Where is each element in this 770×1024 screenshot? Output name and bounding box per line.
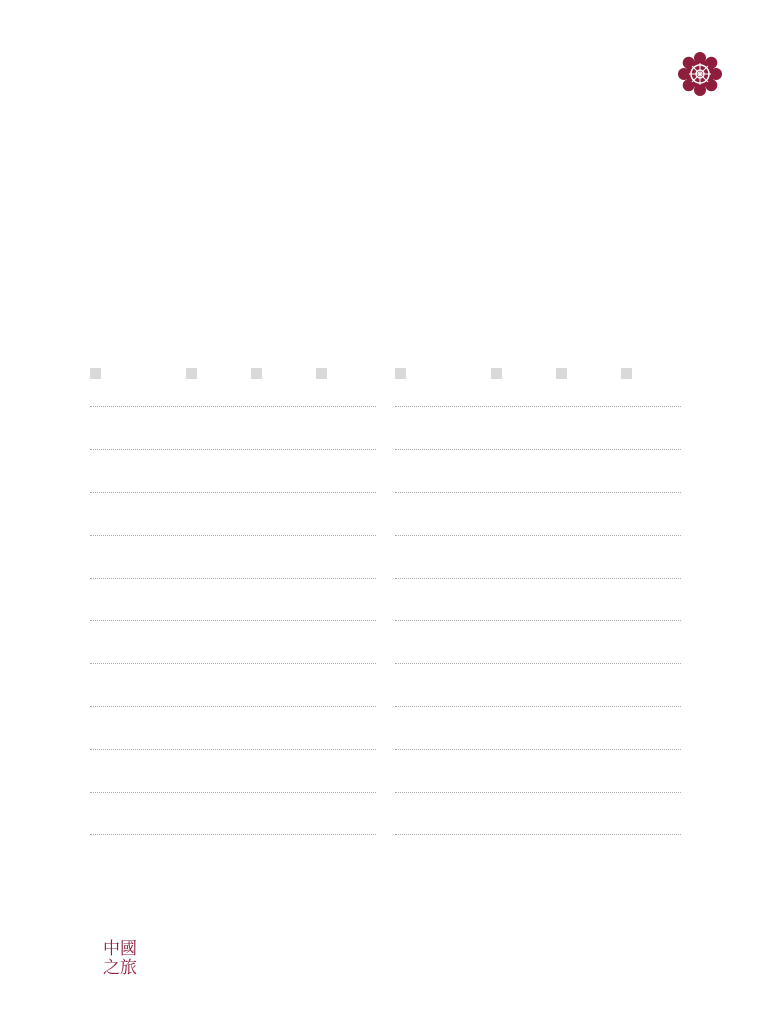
- checkbox-icon[interactable]: [491, 368, 502, 379]
- codriver-checkbox-stage-3[interactable]: [621, 368, 637, 379]
- logo-chars-bottom: 之旅: [103, 958, 137, 975]
- driver-checkbox-full-route[interactable]: [90, 368, 186, 379]
- checkbox-icon[interactable]: [621, 368, 632, 379]
- input-line[interactable]: [90, 749, 376, 750]
- input-line[interactable]: [90, 663, 376, 664]
- driver-stage-checkboxes: [90, 366, 332, 380]
- driver-licence-field[interactable]: [90, 749, 376, 754]
- input-line[interactable]: [90, 834, 376, 835]
- logo-chars-top: 中國: [103, 939, 137, 959]
- driver-phone-field[interactable]: [90, 535, 376, 540]
- codriver-stage-checkboxes: [395, 366, 637, 380]
- input-line[interactable]: [90, 535, 376, 536]
- input-line[interactable]: [395, 706, 681, 707]
- input-line[interactable]: [90, 406, 376, 407]
- driver-emergency-contact-field[interactable]: [90, 834, 376, 839]
- input-line[interactable]: [90, 449, 376, 450]
- codriver-city-field[interactable]: [395, 492, 681, 497]
- checkbox-icon[interactable]: [556, 368, 567, 379]
- codriver-name-field[interactable]: [395, 406, 681, 411]
- input-line[interactable]: [395, 535, 681, 536]
- input-line[interactable]: [395, 492, 681, 493]
- codriver-mobile-field[interactable]: [395, 578, 681, 583]
- driver-checkbox-stage-1[interactable]: [186, 368, 251, 379]
- codriver-checkbox-full-route[interactable]: [395, 368, 491, 379]
- driver-city-field[interactable]: [90, 492, 376, 497]
- input-line[interactable]: [395, 620, 681, 621]
- driver-street-field[interactable]: [90, 449, 376, 454]
- driver-occupation-field[interactable]: [90, 792, 376, 797]
- input-line[interactable]: [395, 834, 681, 835]
- china-tours-logo-icon: [92, 935, 148, 975]
- driver-mobile-field[interactable]: [90, 578, 376, 583]
- input-line[interactable]: [395, 449, 681, 450]
- input-line[interactable]: [90, 578, 376, 579]
- codriver-passport-field[interactable]: [395, 706, 681, 711]
- rosette-logo-icon: [676, 50, 724, 98]
- input-line[interactable]: [395, 578, 681, 579]
- codriver-checkbox-stage-1[interactable]: [491, 368, 556, 379]
- driver-nationality-birthdate-field[interactable]: [90, 663, 376, 668]
- codriver-licence-field[interactable]: [395, 749, 681, 754]
- driver-email-field[interactable]: [90, 620, 376, 625]
- driver-checkbox-stage-3[interactable]: [316, 368, 332, 379]
- codriver-checkbox-stage-2[interactable]: [556, 368, 621, 379]
- input-line[interactable]: [90, 706, 376, 707]
- checkbox-icon[interactable]: [186, 368, 197, 379]
- codriver-emergency-contact-field[interactable]: [395, 834, 681, 839]
- codriver-email-field[interactable]: [395, 620, 681, 625]
- codriver-nationality-birthdate-field[interactable]: [395, 663, 681, 668]
- checkbox-icon[interactable]: [251, 368, 262, 379]
- driver-passport-field[interactable]: [90, 706, 376, 711]
- checkbox-icon[interactable]: [316, 368, 327, 379]
- input-line[interactable]: [90, 620, 376, 621]
- driver-checkbox-stage-2[interactable]: [251, 368, 316, 379]
- input-line[interactable]: [90, 792, 376, 793]
- codriver-phone-field[interactable]: [395, 535, 681, 540]
- checkbox-icon[interactable]: [395, 368, 406, 379]
- input-line[interactable]: [395, 406, 681, 407]
- codriver-street-field[interactable]: [395, 449, 681, 454]
- input-line[interactable]: [395, 749, 681, 750]
- codriver-occupation-field[interactable]: [395, 792, 681, 797]
- checkbox-icon[interactable]: [90, 368, 101, 379]
- input-line[interactable]: [395, 792, 681, 793]
- input-line[interactable]: [90, 492, 376, 493]
- driver-name-field[interactable]: [90, 406, 376, 411]
- input-line[interactable]: [395, 663, 681, 664]
